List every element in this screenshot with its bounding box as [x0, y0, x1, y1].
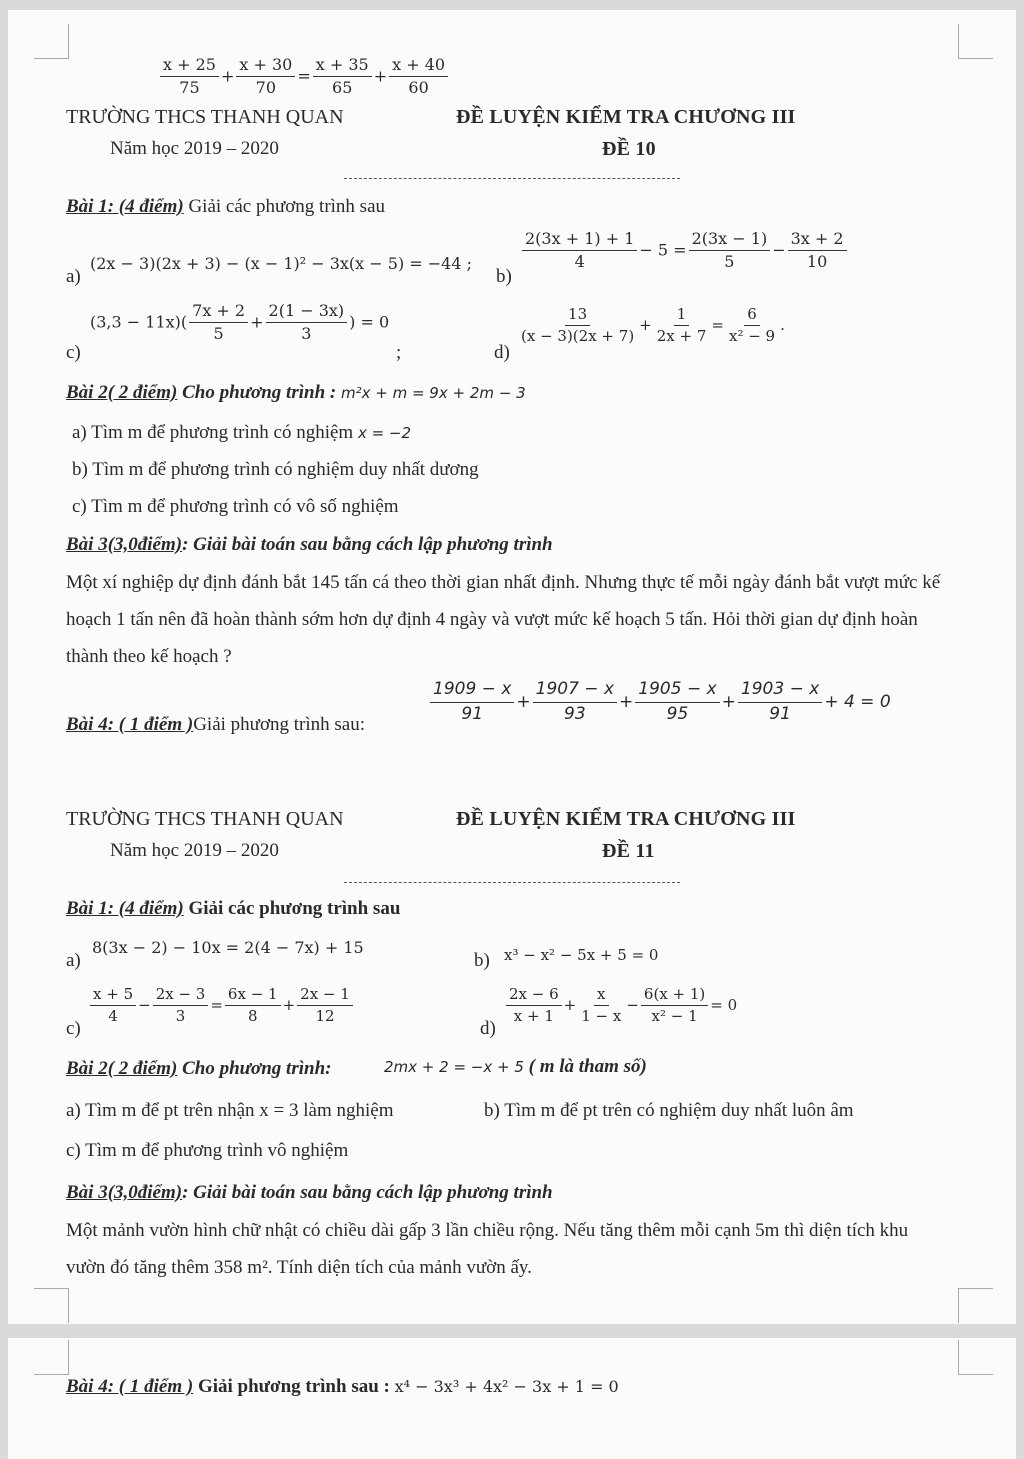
b1c-label: c)	[66, 1018, 81, 1039]
bai2-note: ( m là tham số)	[523, 1056, 647, 1077]
bai1-label: Bài 1: (4 điểm)	[66, 196, 184, 217]
bai1-text: Giải các phương trình sau	[183, 898, 401, 919]
bai2-item-c: c) Tìm m để phương trình vô nghiệm	[66, 1140, 349, 1161]
fraction-denominator: 3	[301, 324, 312, 344]
equation-text: x⁴ − 3x³ + 4x² − 3x + 1 = 0	[394, 1377, 619, 1396]
fraction-denominator: 3	[175, 1007, 186, 1026]
fraction-numerator: x + 5	[90, 986, 136, 1006]
bai2-text: Cho phương trình :	[177, 382, 341, 403]
bai4-text: Giải phương trình sau:	[193, 714, 365, 735]
fraction-numerator: 2(1 − 3x)	[266, 302, 348, 323]
bai4-text: Giải phương trình sau :	[193, 1376, 395, 1397]
equation-text: x = −2	[357, 424, 412, 442]
punctuation: .	[780, 315, 785, 334]
bai3-body: Một xí nghiệp dự định đánh bắt 145 tấn cá theo thời gian nhất định. Nhưng thực tế mỗi ngày đánh bắt vượt mức kế hoạch 1 tấn nên đã hoàn thành sớm hơn dự định 4 ngày và vượt mức kế hoạch 5 tấn. Hỏi thời gian dự định hoàn thành theo kế hoạch ?	[66, 572, 941, 667]
top-formula: $\frac{x + 25}{75}$ + $\frac{x + 30}{70}$ = $\frac{x + 35}{65}$ + $\frac{x + 40}{60}$	[158, 56, 450, 98]
fraction-denominator: 4	[108, 1007, 118, 1026]
bai4-heading	[66, 714, 365, 736]
equation-text: 2mx + 2 = −x + 5	[384, 1058, 524, 1076]
fraction-numerator: 2(3x − 1)	[689, 230, 771, 251]
exam-title: ĐỀ LUYỆN KIỂM TRA CHƯƠNG III	[456, 808, 796, 830]
fraction-numerator: 1909 − x	[430, 680, 514, 703]
fraction-numerator: 6	[744, 306, 760, 326]
item-text: a) Tìm m để phương trình có nghiệm	[72, 422, 358, 443]
crop-mark	[34, 1340, 69, 1375]
fraction-denominator: 2x + 7	[656, 327, 707, 346]
fraction-numerator: 2x − 3	[153, 986, 209, 1006]
fraction-denominator: 95	[666, 703, 689, 724]
exam-code: ĐỀ 10	[602, 138, 656, 160]
bai1-text: Giải các phương trình sau	[183, 196, 386, 217]
punctuation: ;	[466, 254, 473, 273]
fraction-numerator: 6(x + 1)	[641, 986, 708, 1006]
bai3-label: Bài 3(3,0điểm)	[66, 534, 183, 555]
fraction-denominator: (x − 3)(2x + 7)	[521, 327, 635, 346]
b1c-equation	[88, 986, 355, 1026]
b1b-equation: x³ − x² − 5x + 5 = 0	[504, 946, 659, 964]
bai3-text: : Giải bài toán sau bằng cách lập phương trình	[182, 1182, 553, 1203]
operator: +	[282, 995, 296, 1014]
b1a-equation	[90, 254, 472, 273]
page-1	[8, 10, 1016, 1324]
bai2-label: Bài 2( 2 điểm)	[66, 1058, 178, 1079]
b1d-label: d)	[494, 342, 510, 363]
fraction-denominator: 70	[255, 78, 277, 98]
bai2-heading	[66, 382, 526, 404]
fraction-numerator: x + 40	[389, 56, 448, 77]
operator: +	[563, 995, 577, 1014]
fraction-numerator: 1905 − x	[635, 680, 719, 703]
fraction-numerator: 2(3x + 1) + 1	[522, 230, 637, 251]
bai3-heading	[66, 534, 553, 556]
operator: − 5 =	[639, 240, 687, 260]
fraction-denominator: x² − 9	[728, 327, 776, 346]
bai3-heading	[66, 1182, 553, 1204]
fraction-denominator: x + 1	[513, 1007, 554, 1026]
fraction-denominator: 10	[806, 252, 828, 272]
fraction-numerator: 1903 − x	[738, 680, 822, 703]
fraction-denominator: 65	[332, 78, 353, 98]
bai3-body: Một mảnh vườn hình chữ nhật có chiều dài gấp 3 lần chiều rộng. Nếu tăng thêm mỗi cạnh 5m thì diện tích khu vườn đó tăng thêm 358 m². Tính diện tích của mảnh vườn ấy.	[66, 1220, 909, 1278]
equation-text: (2x − 3)(2x + 3) − (x − 1)² − 3x(x − 5) = −44	[90, 254, 462, 273]
b1d-equation	[516, 306, 785, 346]
b1d-equation	[504, 986, 737, 1026]
fraction-numerator: 2x − 6	[506, 986, 562, 1006]
operator: +	[721, 692, 736, 713]
exam-title: ĐỀ LUYỆN KIỂM TRA CHƯƠNG III	[456, 106, 796, 128]
equation-text: = 0	[710, 995, 738, 1014]
operator: −	[138, 995, 151, 1014]
bai2-text: Cho phương trình:	[177, 1058, 332, 1079]
operator: +	[639, 315, 652, 334]
fraction-denominator: 5	[724, 252, 735, 272]
fraction-denominator: 60	[408, 78, 429, 98]
bai2-item-c: c) Tìm m để phương trình có vô số nghiệm	[72, 496, 399, 517]
equation-text: ) = 0	[349, 312, 390, 332]
school-name: TRƯỜNG THCS THANH QUAN	[66, 106, 344, 128]
bai4-heading	[66, 1376, 619, 1398]
operator: +	[516, 692, 531, 713]
crop-mark	[34, 24, 69, 59]
fraction-numerator: x + 25	[160, 56, 219, 77]
b1b-label: b)	[474, 950, 490, 971]
fraction-denominator: 91	[769, 703, 791, 724]
school-year: Năm học 2019 – 2020	[110, 840, 279, 861]
fraction-denominator: x² − 1	[651, 1007, 698, 1026]
fraction-numerator: 7x + 2	[189, 302, 248, 323]
b1a-equation: 8(3x − 2) − 10x = 2(4 − 7x) + 15	[92, 938, 364, 957]
bai2-label: Bài 2( 2 điểm)	[66, 382, 178, 403]
b1a-label: a)	[66, 266, 81, 287]
fraction-numerator: 2x − 1	[297, 986, 353, 1006]
b1c-equation	[90, 302, 389, 344]
fraction-numerator: x + 35	[313, 56, 372, 77]
operator: =	[210, 995, 223, 1014]
crop-mark	[958, 24, 993, 59]
fraction-denominator: 4	[574, 252, 585, 272]
school-year: Năm học 2019 – 2020	[110, 138, 279, 159]
bai4-label: Bài 4: ( 1 điểm )	[66, 1376, 194, 1397]
bai2-item-a	[72, 422, 411, 444]
bai2-heading	[66, 1058, 331, 1080]
fraction-numerator: x + 30	[236, 56, 295, 77]
bai2-item-b: b) Tìm m để phương trình có nghiệm duy nhất dương	[72, 459, 479, 480]
fraction-denominator: 12	[315, 1007, 335, 1026]
bai4-equation	[428, 680, 891, 724]
b1d-label: d)	[480, 1018, 496, 1039]
operator: −	[772, 240, 786, 260]
fraction-numerator: 13	[565, 306, 590, 326]
fraction-denominator: 8	[247, 1007, 258, 1026]
divider	[344, 178, 680, 179]
operator: −	[626, 995, 639, 1014]
bai2-equation	[384, 1056, 647, 1078]
crop-mark	[958, 1340, 993, 1375]
operator: =	[711, 315, 724, 334]
operator: +	[250, 312, 264, 332]
bai1-heading	[66, 196, 385, 218]
bai4-label: Bài 4: ( 1 điểm )	[66, 714, 194, 735]
crop-mark	[958, 1288, 993, 1323]
fraction-denominator: 5	[213, 324, 224, 344]
fraction-numerator: 6x − 1	[225, 986, 281, 1006]
page-2	[8, 1338, 1016, 1459]
bai3-label: Bài 3(3,0điểm)	[66, 1182, 183, 1203]
bai2-item-a: a) Tìm m để pt trên nhận x = 3 làm nghiệm	[66, 1100, 394, 1121]
b1b-label: b)	[496, 266, 512, 287]
fraction-denominator: 93	[564, 703, 586, 724]
bai1-label: Bài 1: (4 điểm)	[66, 898, 184, 919]
equation-text: + 4 = 0	[824, 692, 891, 713]
fraction-numerator: 1907 − x	[533, 680, 617, 703]
equation-text: (3,3 − 11x)(	[90, 312, 188, 332]
fraction-numerator: x	[594, 986, 608, 1006]
fraction-numerator: 1	[674, 306, 690, 326]
school-name: TRƯỜNG THCS THANH QUAN	[66, 808, 344, 830]
divider	[344, 882, 680, 883]
b1c-label: c)	[66, 342, 81, 363]
bai2-item-b: b) Tìm m để pt trên có nghiệm duy nhất luôn âm	[484, 1100, 854, 1121]
fraction-denominator: 75	[179, 78, 200, 98]
fraction-numerator: 3x + 2	[788, 230, 847, 251]
bai1-heading	[66, 898, 400, 920]
punctuation: ;	[396, 342, 402, 363]
fraction-denominator: 1 − x	[581, 1007, 622, 1026]
equation-text: m²x + m = 9x + 2m − 3	[340, 384, 526, 402]
fraction-denominator: 91	[461, 703, 484, 724]
b1a-label: a)	[66, 950, 81, 971]
b1b-equation	[520, 230, 849, 272]
bai3-text: : Giải bài toán sau bằng cách lập phương trình	[182, 534, 553, 555]
crop-mark	[34, 1288, 69, 1323]
operator: +	[619, 692, 634, 713]
exam-code: ĐỀ 11	[602, 840, 655, 862]
